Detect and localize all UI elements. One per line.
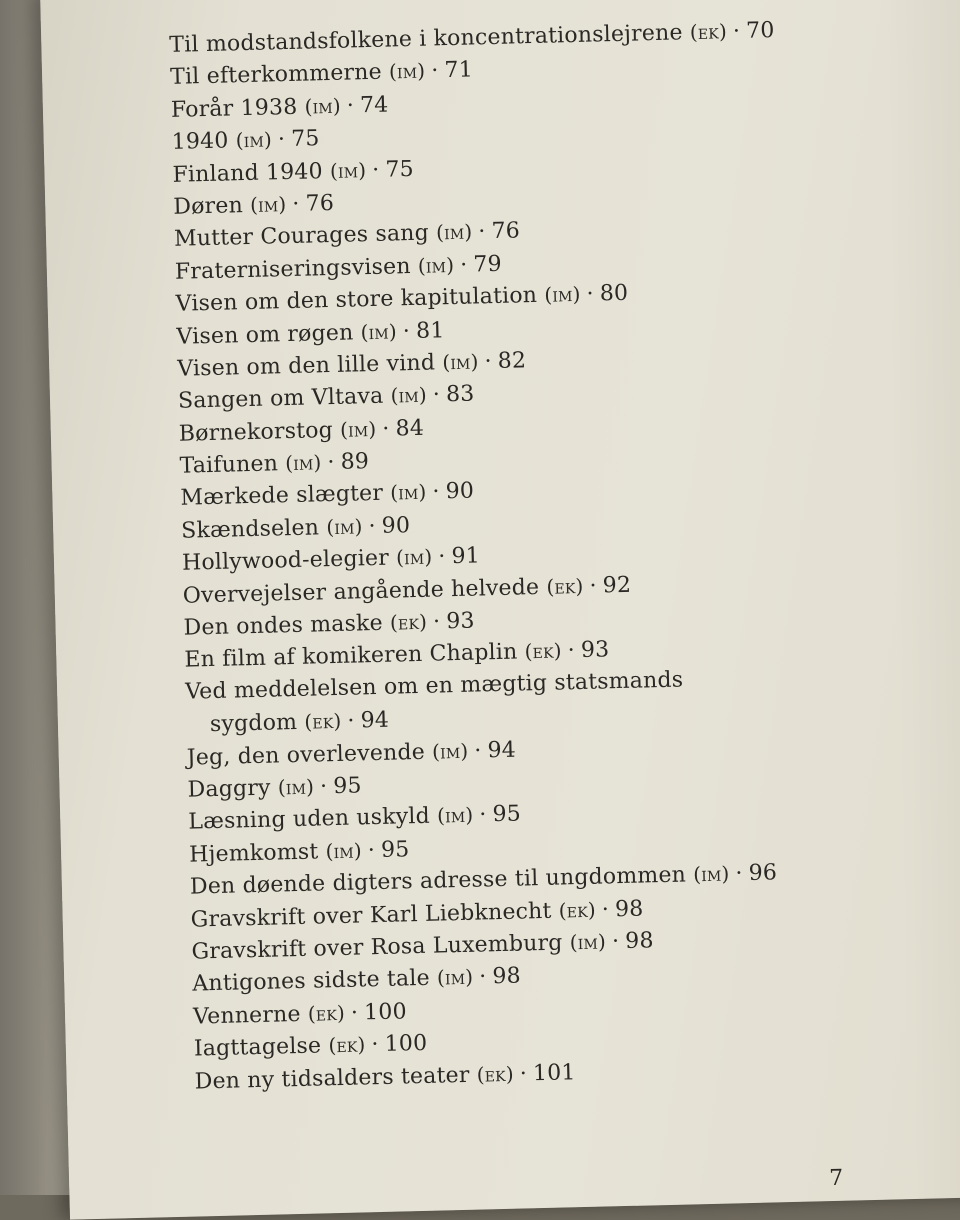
translator-initials: (im): [417, 252, 455, 278]
folio-page-number: 7: [828, 1165, 844, 1192]
dot-separator: ·: [459, 252, 468, 278]
translator-initials: (ek): [304, 709, 342, 734]
entry-page-number: 98: [624, 928, 654, 954]
table-of-contents: [169, 11, 915, 1097]
dot-separator: ·: [478, 964, 487, 990]
entry-page-number: 95: [380, 836, 410, 863]
entry-page-number: 98: [492, 963, 522, 990]
entry-page-number: 96: [748, 860, 778, 887]
translator-initials: (im): [360, 318, 398, 344]
dot-separator: ·: [368, 513, 377, 539]
dot-separator: ·: [586, 281, 595, 307]
translator-initials: (im): [329, 157, 367, 183]
entry-title: Jeg, den overlevende: [186, 739, 426, 771]
entry-page-number: 81: [415, 317, 445, 344]
translator-initials: (im): [235, 127, 273, 153]
entry-title: sygdom: [209, 710, 298, 738]
entry-title: Hjemkomst: [188, 839, 319, 868]
entry-page-number: 75: [290, 126, 320, 153]
translator-initials: (im): [692, 861, 730, 887]
entry-title: Fraterniseringsvisen: [174, 253, 411, 285]
translator-initials: (im): [390, 382, 428, 408]
entry-page-number: 100: [384, 1030, 428, 1057]
dot-separator: ·: [350, 1000, 359, 1026]
translator-initials: (im): [249, 192, 287, 217]
entry-page-number: 80: [599, 280, 629, 307]
translator-initials: (ek): [389, 609, 428, 635]
entry-title: Vennerne: [192, 1001, 301, 1030]
entry-page-number: 71: [444, 57, 474, 84]
dot-separator: ·: [432, 609, 441, 635]
entry-title: Hollywood-elegier: [181, 545, 390, 576]
entry-title: Den ondes maske: [183, 610, 384, 641]
entry-title: 1940: [171, 128, 229, 155]
entry-page-number: 95: [333, 773, 363, 800]
translator-initials: (im): [441, 349, 479, 375]
translator-initials: (im): [395, 544, 433, 570]
entry-title: Læsning uden uskyld: [188, 804, 431, 835]
entry-title: Daggry: [187, 775, 271, 803]
entry-page-number: 100: [363, 999, 408, 1026]
dot-separator: ·: [601, 896, 610, 923]
entry-title: Den døende digters adresse til ungdommen: [189, 862, 687, 900]
entry-page-number: 94: [487, 737, 517, 763]
dot-separator: ·: [567, 638, 576, 664]
translator-initials: (ek): [546, 573, 584, 599]
entry-title: Gravskrift over Rosa Luxemburg: [191, 930, 563, 965]
translator-initials: (im): [304, 93, 342, 119]
dot-separator: ·: [432, 479, 441, 506]
entry-title: Taifunen: [179, 451, 279, 479]
entry-title: Visen om den store kapitulation: [175, 283, 538, 317]
translator-initials: (im): [388, 59, 426, 84]
dot-separator: ·: [589, 573, 598, 599]
dot-separator: ·: [478, 219, 486, 245]
entry-page-number: 90: [445, 479, 475, 505]
entry-title: Sangen om Vltava: [177, 384, 384, 415]
entry-page-number: 84: [395, 415, 425, 442]
translator-initials: (ek): [328, 1032, 366, 1058]
entry-title: Til modstandsfolkene i koncentrationslejrene: [169, 20, 683, 58]
entry-page-number: 94: [360, 707, 390, 734]
entry-page-number: 76: [491, 218, 521, 245]
entry-page-number: 91: [451, 543, 481, 570]
entry-title: En film af komikeren Chaplin: [184, 639, 518, 674]
entry-title: Gravskrift over Karl Liebknecht: [190, 898, 552, 933]
entry-page-number: 89: [340, 449, 370, 475]
entry-title: Iagttagelse: [193, 1033, 322, 1062]
entry-title: Visen om den lille vind: [176, 350, 436, 382]
entry-title: Overvejelser angående helvede: [182, 574, 540, 609]
dot-separator: ·: [479, 802, 487, 828]
dot-separator: ·: [346, 93, 355, 119]
entry-page-number: 79: [473, 251, 503, 278]
entry-title: Antigones sidste tale: [192, 966, 431, 997]
entry-page-number: 101: [532, 1059, 576, 1086]
dot-separator: ·: [438, 544, 446, 570]
entry-title: Mutter Courages sang: [173, 220, 430, 253]
dot-separator: ·: [371, 157, 380, 183]
entry-page-number: 92: [602, 572, 632, 599]
entry-title: Mærkede slægter: [180, 481, 384, 512]
translator-initials: (im): [544, 282, 581, 307]
dot-separator: ·: [382, 416, 390, 442]
translator-initials: (ek): [558, 897, 597, 923]
entry-title: Ved meddelelsen om en mægtig statsmands: [184, 667, 684, 705]
entry-page-number: 75: [385, 156, 415, 183]
entry-title: Børnekorstog: [178, 417, 334, 447]
entry-page-number: 74: [359, 92, 389, 118]
dot-separator: ·: [347, 708, 355, 734]
entry-title: Til efterkommerne: [169, 60, 383, 91]
dot-separator: ·: [371, 1032, 380, 1058]
dot-separator: ·: [319, 774, 328, 800]
dot-separator: ·: [735, 861, 743, 887]
translator-initials: (im): [435, 219, 473, 245]
entry-page-number: 70: [745, 18, 775, 44]
dot-separator: ·: [519, 1060, 528, 1087]
translator-initials: (im): [431, 738, 469, 764]
translator-initials: (im): [325, 838, 363, 864]
dot-separator: ·: [367, 837, 376, 864]
entry-page-number: 83: [445, 381, 475, 408]
translator-initials: (im): [339, 416, 377, 442]
dot-separator: ·: [432, 382, 441, 408]
translator-initials: (ek): [524, 638, 563, 664]
translator-initials: (ek): [476, 1061, 515, 1087]
translator-initials: (im): [436, 965, 474, 990]
entry-page-number: 90: [381, 512, 411, 539]
dot-separator: ·: [292, 191, 300, 217]
entry-title: Forår 1938: [170, 94, 298, 123]
translator-initials: (im): [389, 480, 427, 506]
book-page: [40, 0, 960, 1220]
entry-page-number: 76: [305, 190, 335, 217]
translator-initials: (ek): [689, 19, 728, 45]
translator-initials: (im): [277, 774, 315, 800]
entry-page-number: 82: [497, 348, 527, 374]
translator-initials: (im): [436, 803, 474, 828]
dot-separator: ·: [402, 318, 411, 344]
entry-page-number: 93: [580, 637, 610, 664]
entry-title: Finland 1940: [172, 158, 324, 188]
dot-separator: ·: [430, 58, 439, 84]
entry-title: Døren: [173, 193, 244, 220]
entry-title: Skændselen: [180, 515, 320, 544]
translator-initials: (im): [284, 450, 322, 476]
translator-initials: (ek): [307, 1000, 346, 1026]
entry-page-number: 95: [492, 801, 522, 828]
dot-separator: ·: [277, 127, 286, 153]
translator-initials: (im): [325, 514, 363, 540]
entry-page-number: 98: [614, 896, 644, 922]
dot-separator: ·: [611, 929, 620, 955]
dot-separator: ·: [474, 738, 482, 764]
translator-initials: (im): [569, 929, 607, 955]
entry-title: Den ny tidsalders teater: [194, 1062, 470, 1095]
dot-separator: ·: [327, 450, 336, 476]
dot-separator: ·: [732, 18, 741, 45]
entry-page-number: 93: [446, 608, 476, 635]
dot-separator: ·: [484, 348, 493, 375]
entry-title: Visen om røgen: [176, 319, 354, 350]
